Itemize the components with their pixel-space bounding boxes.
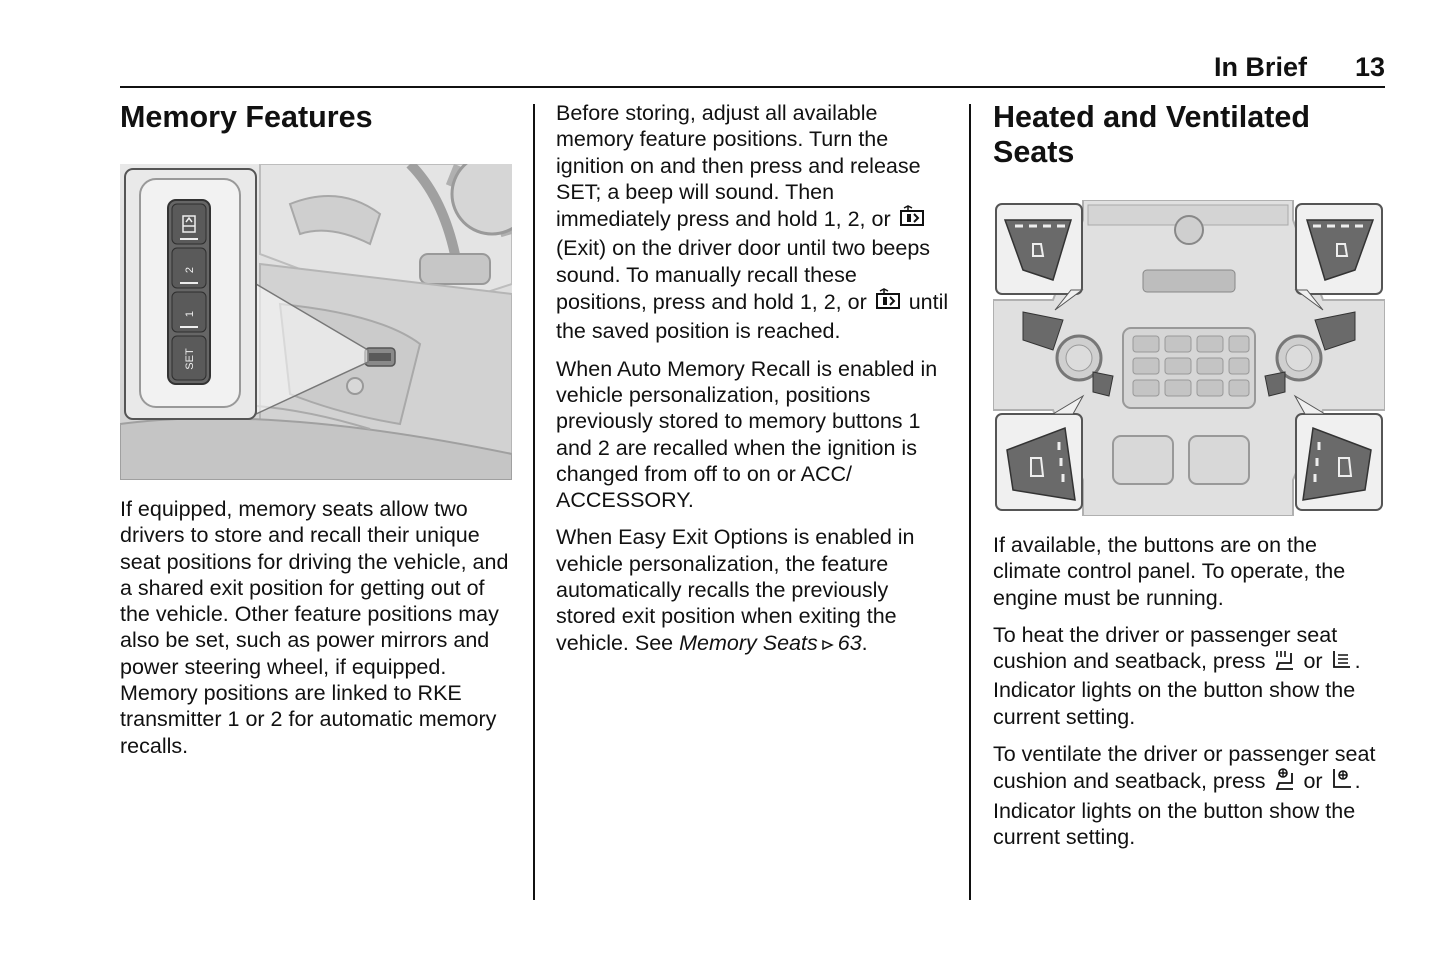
memory-button-2-label: 2 (184, 266, 196, 274)
heated-seat-cushion-icon (1273, 649, 1295, 677)
heat-text-1: To heat the driver or passenger seat cushion and seatback, press (993, 622, 1338, 674)
ventilated-seat-cushion-inset (1296, 204, 1382, 310)
ventilate-text-2: . Indicator lights on the button show the current setting. (993, 769, 1361, 849)
ventilate-instructions-paragraph (993, 741, 1388, 850)
door-exit-icon (875, 288, 901, 318)
storing-text-2: (Exit) on the driver door until two beeps sound. To manually recall these positions, press and hold 1, 2, or (556, 236, 931, 315)
column-divider (969, 104, 971, 900)
column-divider (533, 104, 535, 900)
heated-seats-intro-paragraph: If available, the buttons are on the climate control panel. To operate, the engine must be running. (993, 533, 1346, 610)
memory-button-1-label: 1 (184, 310, 196, 318)
section-title: In Brief (1213, 52, 1307, 82)
storing-paragraph (556, 100, 951, 345)
heated-seatback-icon (1331, 649, 1353, 677)
heading-heated-ventilated-seats: Heated and Ventilated Seats (993, 100, 1310, 169)
page-number: 13 (1354, 52, 1385, 82)
heading-memory-features: Memory Features (120, 100, 373, 134)
easy-exit-period: . (861, 630, 868, 655)
running-head (1214, 52, 1385, 83)
storing-text-1: Before storing, adjust all available memory feature positions. Turn the ignition on and then press and release SET; a beep will sound. Then immediately press and hold 1, 2, or (556, 101, 921, 232)
memory-button-set-label: SET (184, 348, 196, 370)
heat-or-text: or (1303, 649, 1323, 674)
column-memory-features (120, 100, 515, 770)
ventilate-text-1: To ventilate the driver or passenger seat cushion and seatback, press (993, 742, 1376, 794)
memory-seats-link[interactable]: Memory Seats (679, 630, 818, 655)
auto-memory-recall-paragraph: When Auto Memory Recall is enabled in vehicle personalization, positions previously stored to memory buttons 1 and 2 are recalled when the ignition is changed from off to on or ACC/ ACCESSORY. (556, 356, 938, 513)
heated-seat-cushion-inset (996, 204, 1082, 310)
easy-exit-text: When Easy Exit Options is enabled in vehicle personalization, the feature automatically recalls the previously stored exit position when exiting the vehicle. See (556, 525, 915, 655)
header-rule (120, 86, 1385, 88)
page-reference[interactable]: 63 (837, 630, 862, 655)
ventilated-seatback-icon (1331, 767, 1353, 797)
ventilated-seat-cushion-icon (1273, 767, 1295, 797)
storing-text-3: until the saved position is reached. (556, 290, 949, 344)
heat-text-2: . Indicator lights on the button show the current setting. (993, 649, 1361, 729)
ventilated-seatback-inset (1295, 396, 1382, 510)
easy-exit-paragraph (556, 524, 951, 658)
page-reference-arrow-icon (820, 633, 836, 659)
memory-features-paragraph: If equipped, memory seats allow two drivers to store and recall their unique seat positions for driving the vehicle, and a shared exit position for getting out of the vehicle. Other feature positions may also be set, such as power mirrors and power steering wheel, if equipped. Memory positions are linked to RKE transmitter 1 or 2 for automatic memory recalls. (120, 497, 509, 758)
column-heated-ventilated-seats (993, 100, 1388, 861)
heat-instructions-paragraph (993, 622, 1388, 730)
heated-seatback-inset (996, 396, 1083, 510)
column-memory-instructions (556, 100, 951, 670)
memory-buttons-illustration (120, 164, 512, 480)
door-exit-icon (899, 205, 925, 235)
ventilate-or-text: or (1303, 769, 1323, 794)
climate-panel-illustration (993, 200, 1385, 516)
